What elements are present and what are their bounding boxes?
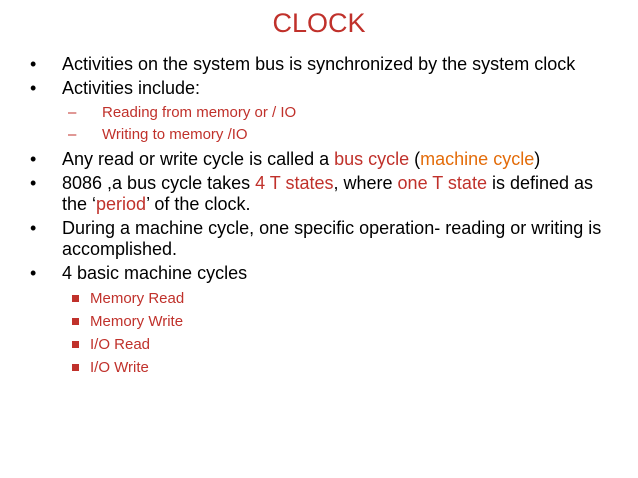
sub-bullet-text: Writing to memory /IO: [102, 126, 248, 143]
dash-icon: –: [68, 126, 77, 143]
sub-bullet-io-write: [24, 356, 614, 379]
sub-bullet-writing: [24, 124, 614, 146]
bullet-system-bus: [24, 54, 614, 75]
sub-bullet-text: Memory Read: [90, 290, 185, 307]
highlight-period: period: [96, 194, 147, 214]
bullet-dot-icon: •: [30, 218, 37, 238]
sub-bullet-reading: [24, 102, 614, 124]
bullet-dot-icon: •: [30, 263, 37, 283]
bullet-text: Activities on the system bus is synchronized by the system clock: [62, 54, 576, 74]
highlight-one-t-state: one T state: [397, 173, 487, 193]
highlight-bus-cycle: bus cycle: [334, 149, 410, 169]
highlight-machine-cycle: machine cycle: [420, 149, 535, 169]
sub-bullet-text: I/O Write: [90, 359, 149, 376]
sub-bullet-io-read: [24, 333, 614, 356]
bullet-text: During a machine cycle, one specific operation- reading or writing is accomplished.: [62, 218, 602, 259]
dash-icon: –: [68, 104, 77, 121]
bullet-t-states: [24, 173, 614, 215]
bullet-dot-icon: •: [30, 54, 37, 74]
bullet-machine-cycle: [24, 218, 614, 260]
paren-close: ): [534, 149, 541, 169]
bullet-activities: [24, 78, 614, 99]
bullet-list: [24, 54, 614, 379]
sub-bullet-text: Memory Write: [90, 313, 184, 330]
sub-bullet-memory-write: [24, 310, 614, 333]
bullet-text: 8086 ,a bus cycle takes: [62, 173, 256, 193]
bullet-dot-icon: •: [30, 149, 37, 169]
paren-open: (: [409, 149, 421, 169]
bullet-text: Any read or write cycle is called a: [62, 149, 335, 169]
square-bullet-icon: [72, 295, 79, 302]
bullet-text-mid: , where: [333, 173, 398, 193]
highlight-4-t-states: 4 T states: [255, 173, 334, 193]
bullet-dot-icon: •: [30, 173, 37, 193]
bullet-basic-cycles: [24, 263, 614, 284]
bullet-text-mid2: is defined as the ‘: [62, 173, 594, 214]
bullet-bus-cycle: [24, 149, 614, 170]
bullet-text: Activities include:: [62, 78, 201, 98]
bullet-text-end: ’ of the clock.: [146, 194, 251, 214]
sub-bullet-memory-read: [24, 287, 614, 310]
bullet-text: 4 basic machine cycles: [62, 263, 248, 283]
square-bullet-icon: [72, 318, 79, 325]
sub-bullet-text: I/O Read: [90, 336, 151, 353]
slide-title: CLOCK: [272, 8, 366, 38]
sub-bullet-text: Reading from memory or / IO: [102, 104, 297, 121]
square-bullet-icon: [72, 341, 79, 348]
square-bullet-icon: [72, 364, 79, 371]
bullet-dot-icon: •: [30, 78, 37, 98]
